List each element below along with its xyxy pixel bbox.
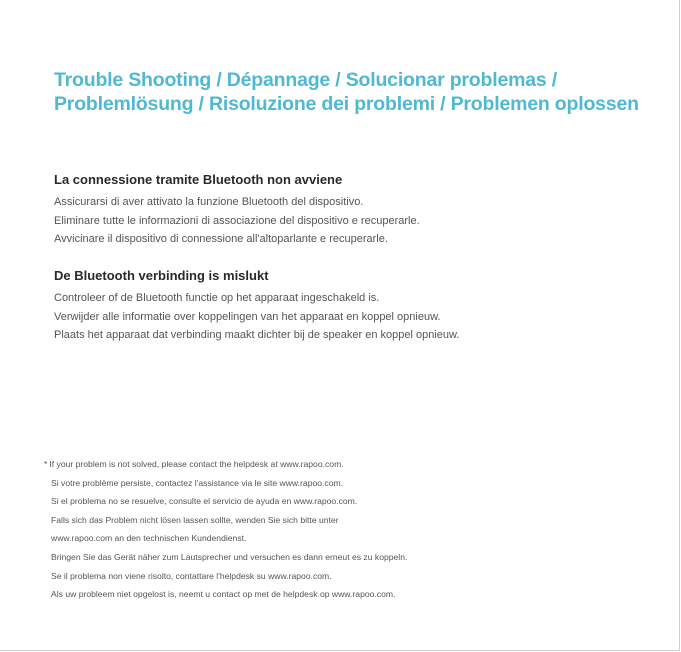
section-heading: De Bluetooth verbinding is mislukt xyxy=(54,268,269,283)
footnote-line: Si votre problème persiste, contactez l'assistance via le site www.rapoo.com. xyxy=(51,477,344,488)
footnote-line: Bringen Sie das Gerät näher zum Lautsprecher und versuchen es dann erneut es zu koppeln. xyxy=(51,551,408,562)
helpdesk-footnote xyxy=(44,455,644,604)
footnote-marker: * xyxy=(44,459,48,469)
footnote-line: Si el problema no se resuelve, consulte el servicio de ayuda en www.rapoo.com. xyxy=(51,496,358,507)
footnote-line: www.rapoo.com an den technischen Kundendienst. xyxy=(51,533,247,544)
section-dutch xyxy=(54,267,664,345)
section-line: Plaats het apparaat dat verbinding maakt dichter bij de speaker en koppel opnieuw. xyxy=(54,329,460,341)
footnote-line-text: If your problem is not solved, please contact the helpdesk at www.rapoo.com. xyxy=(49,459,344,469)
footnote-line: Als uw probleem niet opgelost is, neemt u contact op met de helpdesk op www.rapoo.com. xyxy=(51,589,396,600)
footnote-line: Falls sich das Problem nicht lösen lassen sollte, wenden Sie sich bitte unter xyxy=(51,514,339,525)
footnote-line: Se il problema non viene risolto, contattare l'helpdesk su www.rapoo.com. xyxy=(51,570,332,581)
section-line: Assicurarsi di aver attivato la funzione Bluetooth del dispositivo. xyxy=(54,196,364,208)
page-title xyxy=(54,68,674,116)
footnote-line xyxy=(44,455,644,474)
page-title-line-1: Trouble Shooting / Dépannage / Solucionar problemas / xyxy=(54,69,557,91)
section-line: Avvicinare il dispositivo di connessione all'altoparlante e recuperarle. xyxy=(54,233,388,245)
section-italian xyxy=(54,171,664,249)
page-title-line-2: Problemlösung / Risoluzione dei problemi / Problemen oplossen xyxy=(54,93,639,115)
section-line: Verwijder alle informatie over koppelingen van het apparaat en koppel opnieuw. xyxy=(54,310,441,323)
section-heading: La connessione tramite Bluetooth non avviene xyxy=(54,172,343,187)
section-line: Eliminare tutte le informazioni di associazione del dispositivo e recuperarle. xyxy=(54,214,420,227)
section-line: Controleer of de Bluetooth functie op het apparaat ingeschakeld is. xyxy=(54,292,380,304)
